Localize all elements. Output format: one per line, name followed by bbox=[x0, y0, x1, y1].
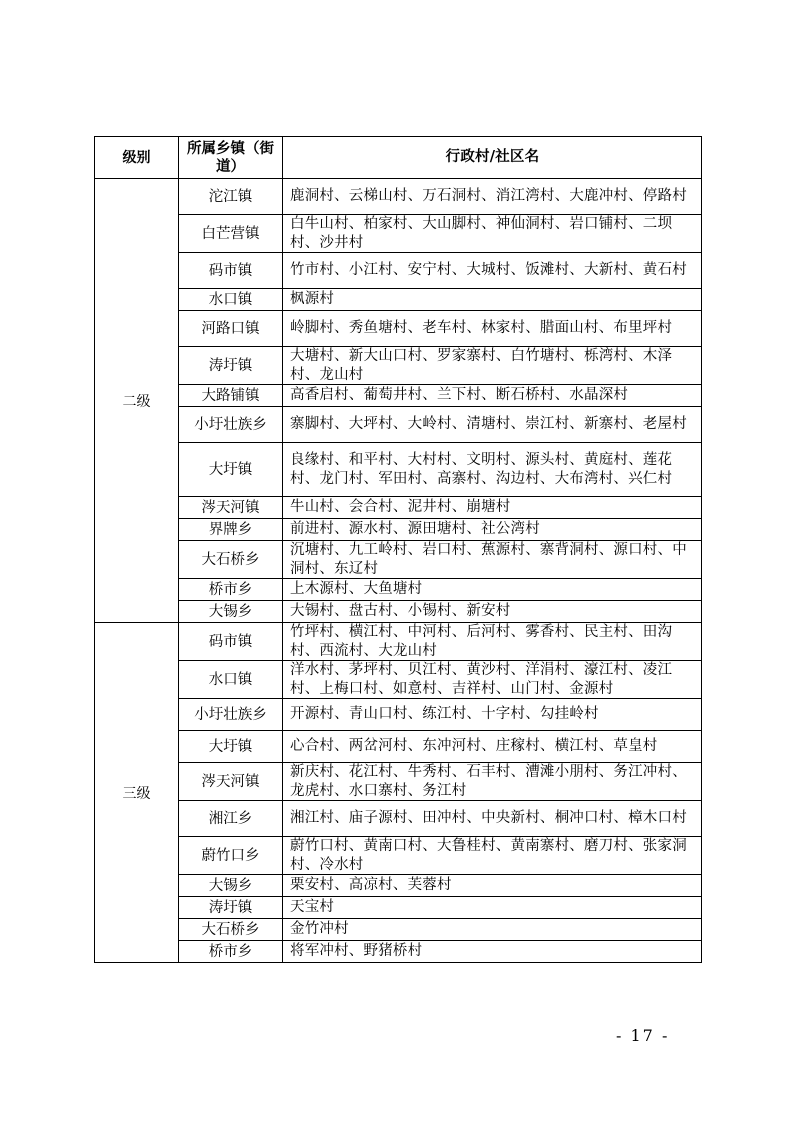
town-cell: 大圩镇 bbox=[179, 731, 283, 763]
town-cell: 蔚竹口乡 bbox=[179, 837, 283, 875]
village-list-cell: 开源村、青山口村、练江村、十字村、勾挂岭村 bbox=[283, 699, 702, 731]
table-row bbox=[95, 579, 702, 601]
town-cell: 大路铺镇 bbox=[179, 385, 283, 407]
town-cell: 小圩壮族乡 bbox=[179, 407, 283, 443]
village-list-cell: 高香启村、葡萄井村、兰下村、断石桥村、水晶深村 bbox=[283, 385, 702, 407]
level-cell: 二级 bbox=[95, 179, 179, 623]
village-list-cell: 白牛山村、柏家村、大山脚村、神仙洞村、岩口铺村、二坝村、沙井村 bbox=[283, 215, 702, 253]
village-table bbox=[94, 136, 702, 963]
level-cell: 三级 bbox=[95, 623, 179, 963]
village-list-cell: 上木源村、大鱼塘村 bbox=[283, 579, 702, 601]
town-cell: 桥市乡 bbox=[179, 941, 283, 963]
table-row bbox=[95, 519, 702, 541]
village-list-cell: 洋水村、茅坪村、贝江村、黄沙村、洋涓村、濠江村、凌江村、上梅口村、如意村、吉祥村、山门村、金源村 bbox=[283, 661, 702, 699]
town-cell: 沱江镇 bbox=[179, 179, 283, 215]
village-list-cell: 岭脚村、秀鱼塘村、老车村、林家村、腊面山村、布里坪村 bbox=[283, 311, 702, 347]
table-row bbox=[95, 919, 702, 941]
header-village: 行政村/社区名 bbox=[283, 137, 702, 179]
town-cell: 水口镇 bbox=[179, 661, 283, 699]
town-cell: 大石桥乡 bbox=[179, 541, 283, 579]
village-list-cell: 良缘村、和平村、大村村、文明村、源头村、黄庭村、莲花村、龙门村、军田村、高寨村、沟边村、大布湾村、兴仁村 bbox=[283, 443, 702, 497]
table-row bbox=[95, 253, 702, 289]
village-list-cell: 金竹冲村 bbox=[283, 919, 702, 941]
table-header-row bbox=[95, 137, 702, 179]
table-row bbox=[95, 311, 702, 347]
town-cell: 湘江乡 bbox=[179, 801, 283, 837]
table-row bbox=[95, 875, 702, 897]
table-row bbox=[95, 385, 702, 407]
header-town: 所属乡镇（街道） bbox=[179, 137, 283, 179]
table-row bbox=[95, 763, 702, 801]
table-row bbox=[95, 661, 702, 699]
town-cell: 涛圩镇 bbox=[179, 897, 283, 919]
table-row bbox=[95, 897, 702, 919]
table-row bbox=[95, 407, 702, 443]
town-cell: 涛圩镇 bbox=[179, 347, 283, 385]
village-list-cell: 大塘村、新大山口村、罗家寨村、白竹塘村、栎湾村、木泽村、龙山村 bbox=[283, 347, 702, 385]
town-cell: 大锡乡 bbox=[179, 875, 283, 897]
village-list-cell: 寨脚村、大坪村、大岭村、清塘村、崇江村、新寨村、老屋村 bbox=[283, 407, 702, 443]
table-row bbox=[95, 215, 702, 253]
table-row bbox=[95, 801, 702, 837]
village-list-cell: 前进村、源水村、源田塘村、社公湾村 bbox=[283, 519, 702, 541]
village-list-cell: 蔚竹口村、黄南口村、大鲁桂村、黄南寨村、磨刀村、张家洞村、冷水村 bbox=[283, 837, 702, 875]
village-list-cell: 牛山村、会合村、泥井村、崩塘村 bbox=[283, 497, 702, 519]
town-cell: 桥市乡 bbox=[179, 579, 283, 601]
village-list-cell: 天宝村 bbox=[283, 897, 702, 919]
table-row bbox=[95, 731, 702, 763]
table-row bbox=[95, 443, 702, 497]
town-cell: 涔天河镇 bbox=[179, 763, 283, 801]
town-cell: 小圩壮族乡 bbox=[179, 699, 283, 731]
table-row bbox=[95, 941, 702, 963]
table-row bbox=[95, 497, 702, 519]
table-row bbox=[95, 601, 702, 623]
village-list-cell: 竹市村、小江村、安宁村、大城村、饭滩村、大新村、黄石村 bbox=[283, 253, 702, 289]
town-cell: 涔天河镇 bbox=[179, 497, 283, 519]
table-row bbox=[95, 541, 702, 579]
village-list-cell: 湘江村、庙子源村、田冲村、中央新村、桐冲口村、樟木口村 bbox=[283, 801, 702, 837]
table-row bbox=[95, 623, 702, 661]
town-cell: 码市镇 bbox=[179, 253, 283, 289]
header-level: 级别 bbox=[95, 137, 179, 179]
village-list-cell: 心合村、两岔河村、东冲河村、庄稼村、横江村、草皇村 bbox=[283, 731, 702, 763]
table-row bbox=[95, 289, 702, 311]
table-row bbox=[95, 699, 702, 731]
town-cell: 白芒营镇 bbox=[179, 215, 283, 253]
village-list-cell: 大锡村、盘古村、小锡村、新安村 bbox=[283, 601, 702, 623]
table-row bbox=[95, 179, 702, 215]
page-number: - 17 - bbox=[616, 1026, 670, 1045]
table-row bbox=[95, 347, 702, 385]
town-cell: 大石桥乡 bbox=[179, 919, 283, 941]
village-list-cell: 栗安村、高凉村、芙蓉村 bbox=[283, 875, 702, 897]
village-list-cell: 鹿洞村、云梯山村、万石洞村、消江湾村、大鹿冲村、停路村 bbox=[283, 179, 702, 215]
town-cell: 水口镇 bbox=[179, 289, 283, 311]
table-body bbox=[95, 179, 702, 963]
town-cell: 界牌乡 bbox=[179, 519, 283, 541]
village-list-cell: 新庆村、花江村、牛秀村、石丰村、漕滩小朋村、务江冲村、龙虎村、水口寨村、务江村 bbox=[283, 763, 702, 801]
village-list-cell: 将军冲村、野猪桥村 bbox=[283, 941, 702, 963]
village-list-cell: 枫源村 bbox=[283, 289, 702, 311]
village-list-cell: 竹坪村、横江村、中河村、后河村、雾香村、民主村、田沟村、西流村、大龙山村 bbox=[283, 623, 702, 661]
town-cell: 大锡乡 bbox=[179, 601, 283, 623]
town-cell: 码市镇 bbox=[179, 623, 283, 661]
town-cell: 大圩镇 bbox=[179, 443, 283, 497]
table-row bbox=[95, 837, 702, 875]
village-list-cell: 沉塘村、九工岭村、岩口村、蕉源村、寨背洞村、源口村、中洞村、东辽村 bbox=[283, 541, 702, 579]
town-cell: 河路口镇 bbox=[179, 311, 283, 347]
